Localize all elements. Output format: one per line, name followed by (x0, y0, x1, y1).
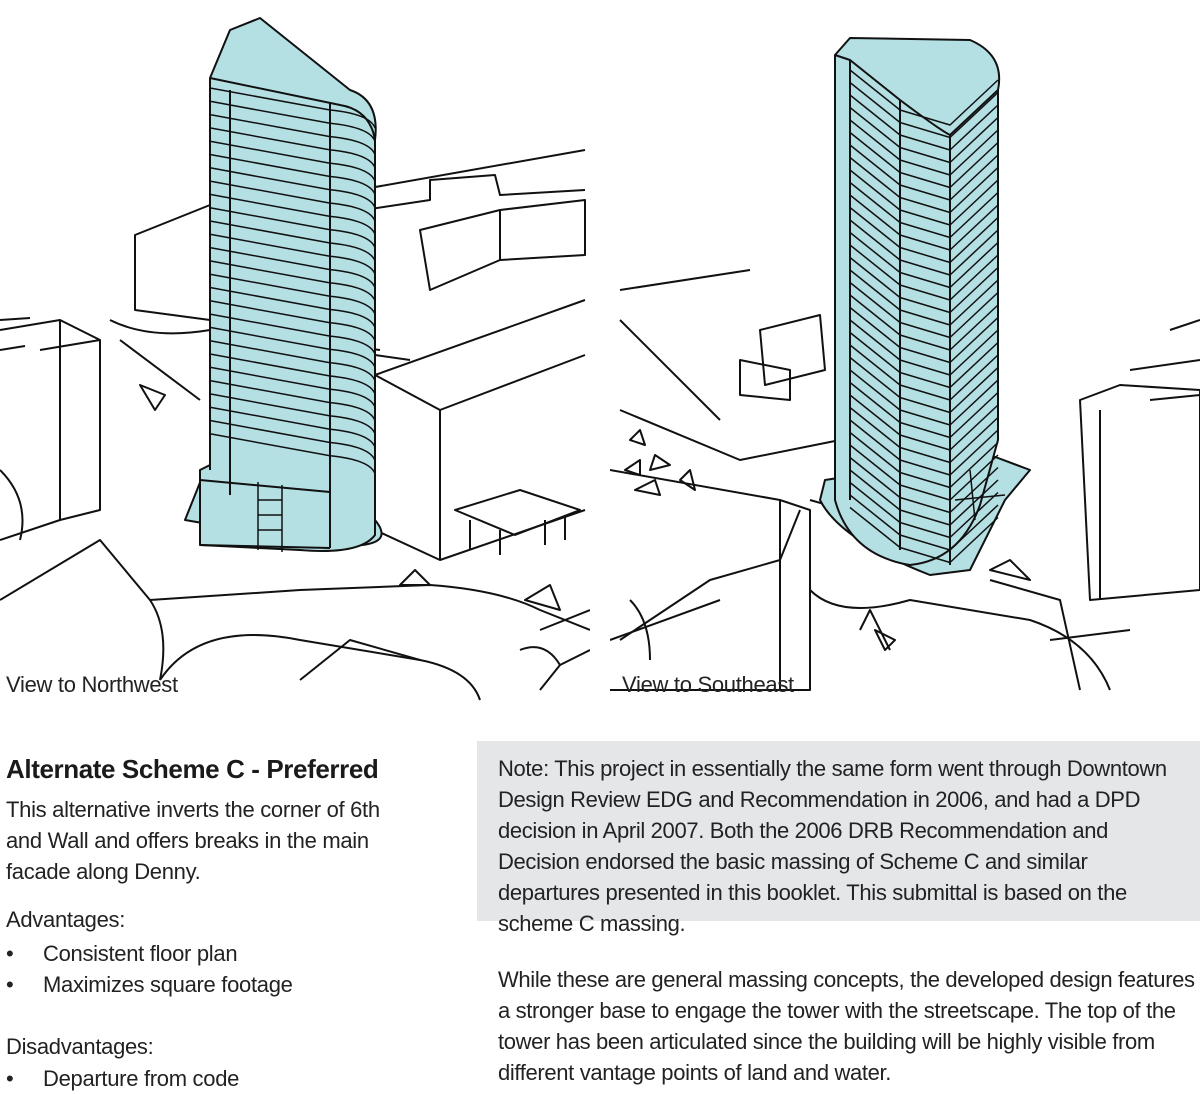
scheme-description: This alternative inverts the corner of 6th and Wall and offers breaks in the main facade along Denny. (6, 797, 380, 884)
list-item: • Maximizes square footage (6, 969, 293, 1000)
view-northwest-caption: View to Northwest (6, 672, 178, 697)
view-southeast-caption: View to Southeast (622, 672, 794, 697)
view-northwest-panel (0, 0, 590, 705)
note-box (477, 741, 1200, 936)
view-southeast-panel (610, 0, 1200, 705)
disadvantages-list (6, 1063, 239, 1094)
list-item: • Consistent floor plan (6, 938, 293, 969)
list-item: • Departure from code (6, 1063, 239, 1094)
disadvantages-label: Disadvantages: (6, 1034, 154, 1059)
scheme-title: Alternate Scheme C - Preferred (6, 754, 379, 784)
closing-paragraph: While these are general massing concepts, the developed design features a stronger base to engage the tower with the streetscape. The top of the tower has been articulated since the building will be highly visible from different vantage points of land and water. (498, 967, 1195, 1085)
advantages-list (6, 938, 293, 1000)
advantages-label: Advantages: (6, 907, 126, 932)
southeast-tower (610, 0, 1200, 705)
note-text: Note: This project in essentially the same form went through Downtown Design Review EDG and Recommendation in 2006, and had a DPD decision in April 2007. Both the 2006 DRB Recommendation and Decision endorsed the basic massing of Scheme C and similar departures presented in this booklet. This submittal is based on the scheme C massing. (498, 756, 1167, 936)
northwest-tower (0, 0, 590, 705)
